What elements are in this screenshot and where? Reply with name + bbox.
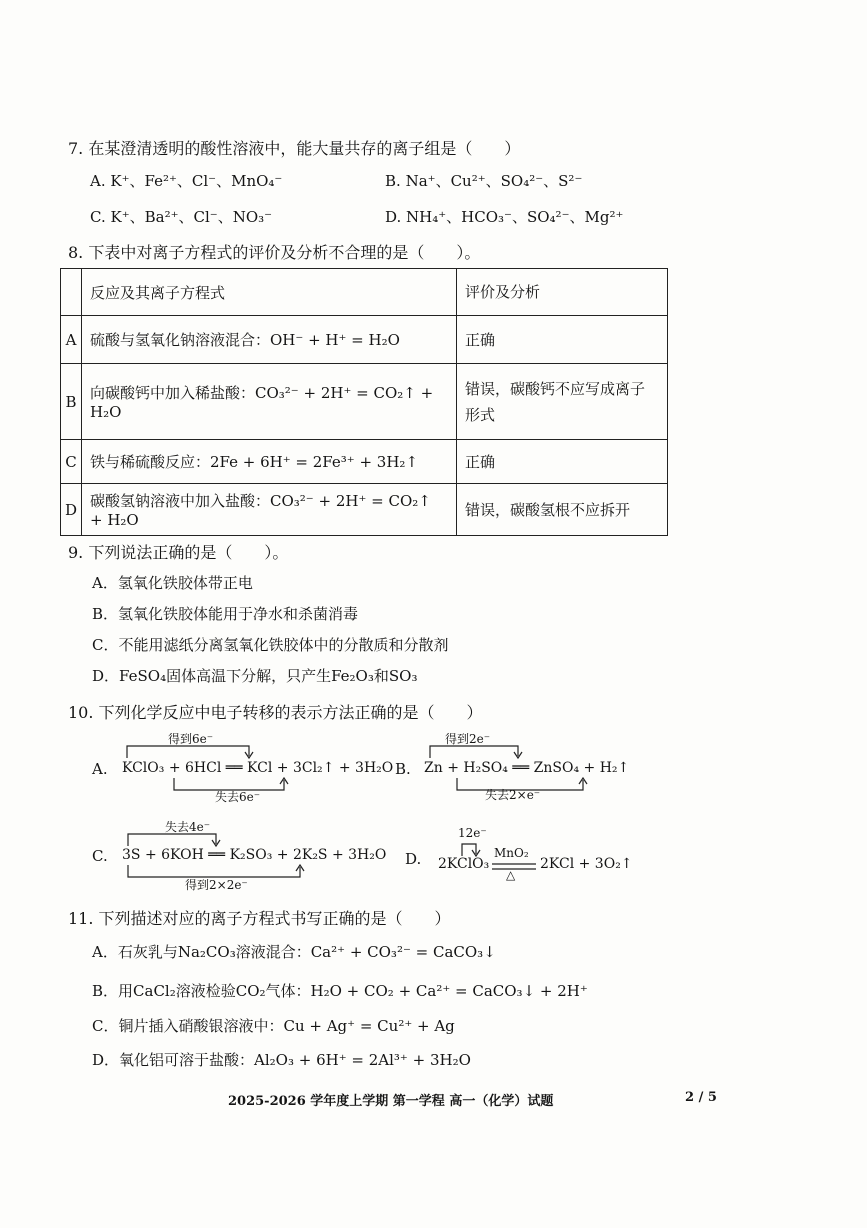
q7-option-a: A. K⁺、Fe²⁺、Cl⁻、MnO₄⁻ [90, 172, 283, 190]
q9-option-c: C．不能用滤纸分离氢氧化铁胶体中的分散质和分散剂 [92, 636, 449, 654]
row-evaluation: 错误，碳酸钙不应写成离子形式 [457, 364, 668, 440]
q10-b-letter: B. [395, 760, 411, 778]
table-header-blank [61, 269, 82, 316]
q10-c-top-label: 失去4e⁻ [165, 820, 211, 834]
row-reaction: 碳酸氢钠溶液中加入盐酸：CO₃²⁻ + 2H⁺ = CO₂↑ + H₂O [82, 484, 457, 536]
q11-option-b: B．用CaCl₂溶液检验CO₂气体：H₂O + CO₂ + Ca²⁺ = CaCO₃↓ + 2H⁺ [92, 982, 588, 1000]
table-header-evaluation: 评价及分析 [457, 269, 668, 316]
q10-a-equation: KClO₃ + 6HCl ══ KCl + 3Cl₂↑ + 3H₂O [122, 760, 394, 776]
q10-d-top-label: 12e⁻ [458, 826, 487, 840]
q11-option-d: D．氧化铝可溶于盐酸：Al₂O₃ + 6H⁺ = 2Al³⁺ + 3H₂O [92, 1051, 471, 1069]
q9-option-d: D．FeSO₄固体高温下分解，只产生Fe₂O₃和SO₃ [92, 667, 418, 685]
q10-b-top-label: 得到2e⁻ [445, 732, 491, 746]
q10-c-bottom-label: 得到2×2e⁻ [185, 878, 248, 892]
page-number: 2 / 5 [685, 1090, 717, 1105]
q10-b-top-arrow [428, 744, 528, 758]
q11-option-a: A．石灰乳与Na₂CO₃溶液混合：Ca²⁺ + CO₃²⁻ = CaCO₃↓ [92, 943, 496, 961]
row-reaction: 向碳酸钙中加入稀盐酸：CO₃²⁻ + 2H⁺ = CO₂↑ + H₂O [82, 364, 457, 440]
q10-d-equation-right: 2KCl + 3O₂↑ [540, 856, 633, 872]
q10-c-top-arrow [126, 832, 226, 846]
q10-d-electron-arrow [458, 840, 498, 856]
q9-option-b: B．氢氧化铁胶体能用于净水和杀菌消毒 [92, 605, 359, 623]
q10-c-letter: C. [92, 847, 108, 865]
q10-b-equation: Zn + H₂SO₄ ══ ZnSO₄ + H₂↑ [424, 760, 630, 776]
q7-stem: 7. 在某澄清透明的酸性溶液中，能大量共存的离子组是（ ） [68, 139, 521, 158]
table-header-reaction: 反应及其离子方程式 [82, 269, 457, 316]
row-letter: B [61, 364, 82, 440]
row-letter: C [61, 440, 82, 484]
q8-stem: 8. 下表中对离子方程式的评价及分析不合理的是（ ）。 [68, 243, 481, 262]
q10-d-heat-condition: △ [506, 868, 516, 882]
q10-d-letter: D. [405, 850, 422, 868]
row-evaluation: 正确 [457, 440, 668, 484]
table-row [61, 364, 668, 440]
q10-a-bottom-label: 失去6e⁻ [215, 790, 261, 804]
q9-option-a: A．氢氧化铁胶体带正电 [92, 574, 253, 592]
q10-c-equation: 3S + 6KOH ══ K₂SO₃ + 2K₂S + 3H₂O [122, 847, 387, 863]
row-evaluation: 错误，碳酸氢根不应拆开 [457, 484, 668, 536]
q7-option-c: C. K⁺、Ba²⁺、Cl⁻、NO₃⁻ [90, 208, 273, 226]
q10-d-catalyst: MnO₂ [494, 846, 529, 860]
row-reaction: 硫酸与氢氧化钠溶液混合：OH⁻ + H⁺ = H₂O [82, 316, 457, 364]
q9-stem: 9. 下列说法正确的是（ ）。 [68, 543, 289, 562]
table-row [61, 484, 668, 536]
row-evaluation: 正确 [457, 316, 668, 364]
row-reaction: 铁与稀硫酸反应：2Fe + 6H⁺ = 2Fe³⁺ + 3H₂↑ [82, 440, 457, 484]
q10-a-letter: A. [92, 760, 108, 778]
table-header-row [61, 269, 668, 316]
q10-d-equation-left: 2KClO₃ [438, 856, 490, 872]
q10-stem: 10. 下列化学反应中电子转移的表示方法正确的是（ ） [68, 703, 483, 722]
q8-evaluation-table [60, 268, 668, 536]
q7-option-b: B. Na⁺、Cu²⁺、SO₄²⁻、S²⁻ [385, 172, 583, 190]
q10-a-top-label: 得到6e⁻ [168, 732, 214, 746]
page-footer-title: 2025-2026 学年度上学期 第一学程 高一（化学）试题 [228, 1094, 554, 1109]
q10-a-top-arrow [125, 744, 255, 758]
row-letter: A [61, 316, 82, 364]
q11-stem: 11. 下列描述对应的离子方程式书写正确的是（ ） [68, 909, 451, 928]
row-letter: D [61, 484, 82, 536]
q11-option-c: C．铜片插入硝酸银溶液中：Cu + Ag⁺ = Cu²⁺ + Ag [92, 1017, 455, 1035]
q7-option-d: D. NH₄⁺、HCO₃⁻、SO₄²⁻、Mg²⁺ [385, 208, 624, 226]
q10-b-bottom-label: 失去2×e⁻ [485, 788, 541, 802]
table-row [61, 440, 668, 484]
table-row [61, 316, 668, 364]
